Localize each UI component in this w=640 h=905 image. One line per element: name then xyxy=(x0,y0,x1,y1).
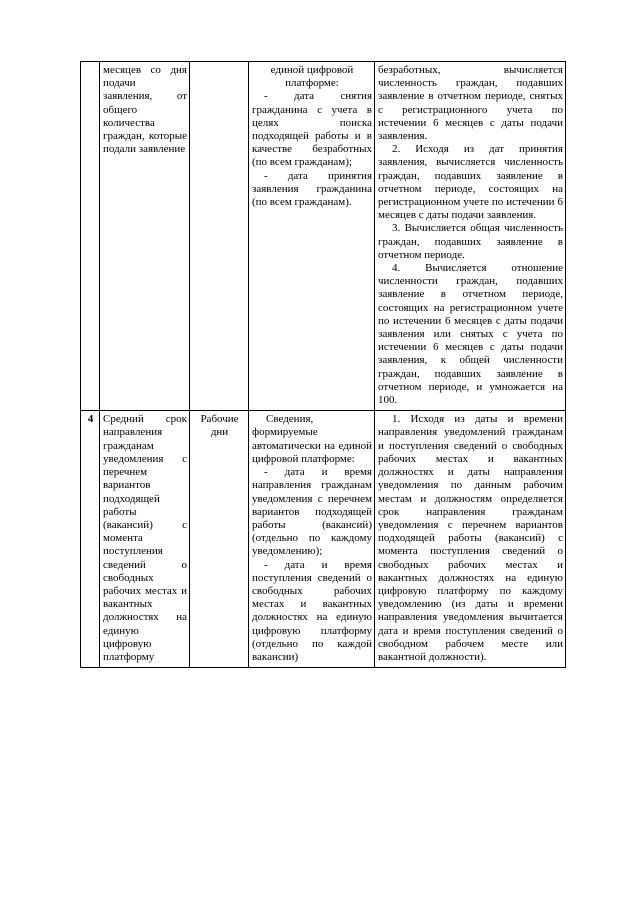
source-item: - дата принятия заявления гражданина (по всем гражданам). xyxy=(252,169,372,209)
unit-of-measure: Рабочие дни xyxy=(190,411,249,668)
row-number xyxy=(81,62,100,411)
method-paragraph: 4. Вычисляется отношение численности граждан, подавших заявление в отчетном периоде, состоящих на регистрационном учете по истечении 6 месяцев с даты подачи заявления или снятых с учета по истечении 6 месяцев с даты подачи заявления, к общей численности граждан, подавших заявление в отчетном периоде, и умножается на 100. xyxy=(378,262,563,407)
method-paragraph: безработных, вычисляется численность граждан, подавших заявление в отчетном периоде, снятых с регистрационного учета по истечении 6 месяцев с даты подачи заявления. xyxy=(378,64,563,143)
unit-of-measure xyxy=(190,62,249,411)
row-number: 4 xyxy=(81,411,100,668)
method-paragraph: 1. Исходя из даты и времени направления уведомлений гражданам и поступления сведений о свободных рабочих местах и вакантных должностях и даты направления уведомления по данным рабочим местам и должностям определяется срок направления гражданам уведомления с перечнем вариантов подходящей работы (вакансий) с момента поступления сведений о свободных рабочих местах и вакантных должностях на единую цифровую платформу по каждому уведомлению (из даты и времени направления уведомления вычитается дата и время поступления сведений о свободном рабочем месте или вакантной должности). xyxy=(378,413,563,663)
source-intro: единой цифровой платформе: xyxy=(270,64,354,90)
table-row xyxy=(81,411,566,668)
indicators-table xyxy=(80,61,566,668)
data-source xyxy=(249,62,375,411)
source-item: - дата и время поступления сведений о свободных рабочих местах и вакантных должностях на единую цифровую платформу (отдельно по каждой вакансии) xyxy=(252,558,372,663)
calculation-method xyxy=(375,411,566,668)
calculation-method xyxy=(375,62,566,411)
indicator-name: Средний срок направления гражданам уведомления с перечнем вариантов подходящей работы (вакансий) с момента поступления сведений о свободных рабочих местах и вакантных должностях на единую цифровую платформу xyxy=(100,411,190,668)
table-row xyxy=(81,62,566,411)
method-paragraph: 2. Исходя из дат принятия заявления, вычисляется численность граждан, подавших заявление в отчетном периоде, состоящих на регистрационном учете по истечении 6 месяцев с даты подачи заявления. xyxy=(378,143,563,222)
source-intro: Сведения, формируемые автоматически на единой цифровой платформе: xyxy=(252,413,372,465)
indicator-name: месяцев со дня подачи заявления, от общего количества граждан, которые подали заявление xyxy=(100,62,190,411)
data-source xyxy=(249,411,375,668)
source-item: - дата снятия гражданина с учета в целях поиска подходящей работы и в качестве безработных (по всем гражданам); xyxy=(252,90,372,169)
method-paragraph: 3. Вычисляется общая численность граждан, подавших заявление в отчетном периоде. xyxy=(378,222,563,261)
source-item: - дата и время направления гражданам уведомления с перечнем вариантов подходящей работы (вакансий) (отдельно по каждому уведомлению); xyxy=(252,466,372,558)
